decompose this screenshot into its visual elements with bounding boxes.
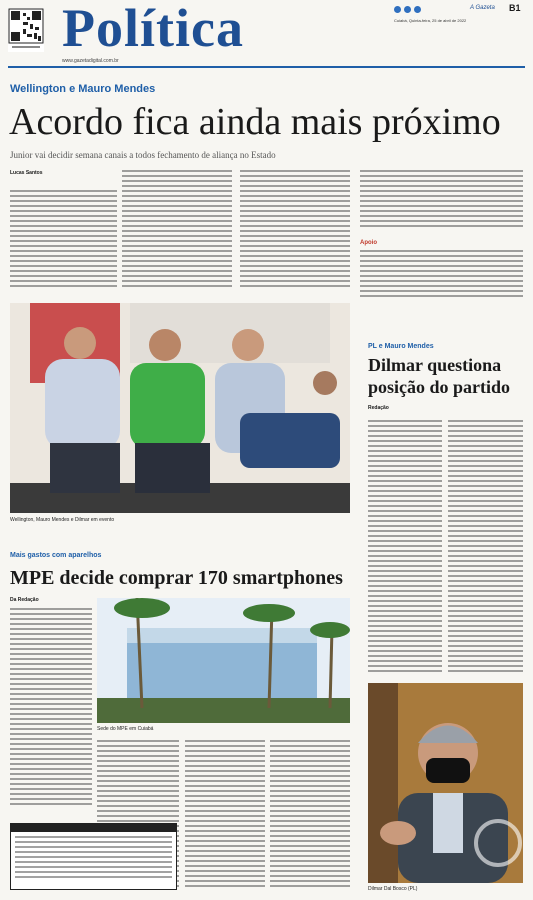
side-headline-2: posição do partido bbox=[368, 377, 511, 397]
lead-deck: Junior vai decidir semana canais a todos fechamento de aliança no Estado bbox=[10, 150, 276, 160]
side-photo bbox=[368, 683, 523, 883]
lead-subhead: Apoio bbox=[360, 240, 377, 246]
info-box bbox=[10, 823, 177, 890]
mpe-photo bbox=[97, 598, 350, 723]
dateline: Cuiabá, Quinta-feira, 25 de abril de 2022 bbox=[394, 18, 467, 23]
side-headline-1: Dilmar questiona bbox=[368, 355, 502, 375]
info-box-header bbox=[11, 824, 176, 832]
lead-column-3 bbox=[240, 170, 350, 290]
lead-byline: Lucas Santos bbox=[10, 170, 43, 176]
lead-kicker: Wellington e Mauro Mendes bbox=[10, 83, 156, 95]
lead-column-2 bbox=[122, 170, 232, 290]
lead-headline: Acordo fica ainda mais próximo bbox=[9, 101, 501, 143]
mpe-byline: Da Redação bbox=[10, 597, 39, 603]
qr-code-icon bbox=[8, 8, 44, 52]
twitter-icon bbox=[404, 6, 411, 13]
mpe-column-3 bbox=[185, 740, 265, 890]
masthead-rule bbox=[8, 66, 525, 68]
side-column-2 bbox=[448, 420, 523, 675]
page-number: B1 bbox=[509, 3, 521, 13]
lead-column-1 bbox=[10, 190, 117, 290]
side-column-1 bbox=[368, 420, 442, 675]
mpe-kicker: Mais gastos com aparelhos bbox=[10, 552, 102, 559]
mpe-headline: MPE decide comprar 170 smartphones bbox=[10, 567, 343, 589]
social-icons bbox=[394, 6, 434, 14]
lead-column-4b bbox=[360, 250, 523, 300]
lead-photo-caption: Wellington, Mauro Mendes e Dilmar em evento bbox=[10, 517, 115, 523]
mpe-photo-caption: Sede do MPE em Cuiabá bbox=[97, 726, 154, 732]
mpe-column-1 bbox=[10, 608, 92, 808]
side-kicker: PL e Mauro Mendes bbox=[368, 343, 434, 350]
mpe-column-4 bbox=[270, 740, 350, 890]
instagram-icon bbox=[414, 6, 421, 13]
brand-name: A Gazeta bbox=[470, 5, 495, 11]
lead-photo bbox=[10, 303, 350, 513]
side-photo-caption: Dilmar Dal Bosco (PL) bbox=[368, 886, 418, 892]
lead-column-4a bbox=[360, 170, 523, 230]
side-byline: Redação bbox=[368, 405, 389, 411]
website-url: www.gazetadigital.com.br bbox=[62, 58, 119, 64]
section-title: Política bbox=[62, 0, 244, 58]
facebook-icon bbox=[394, 6, 401, 13]
